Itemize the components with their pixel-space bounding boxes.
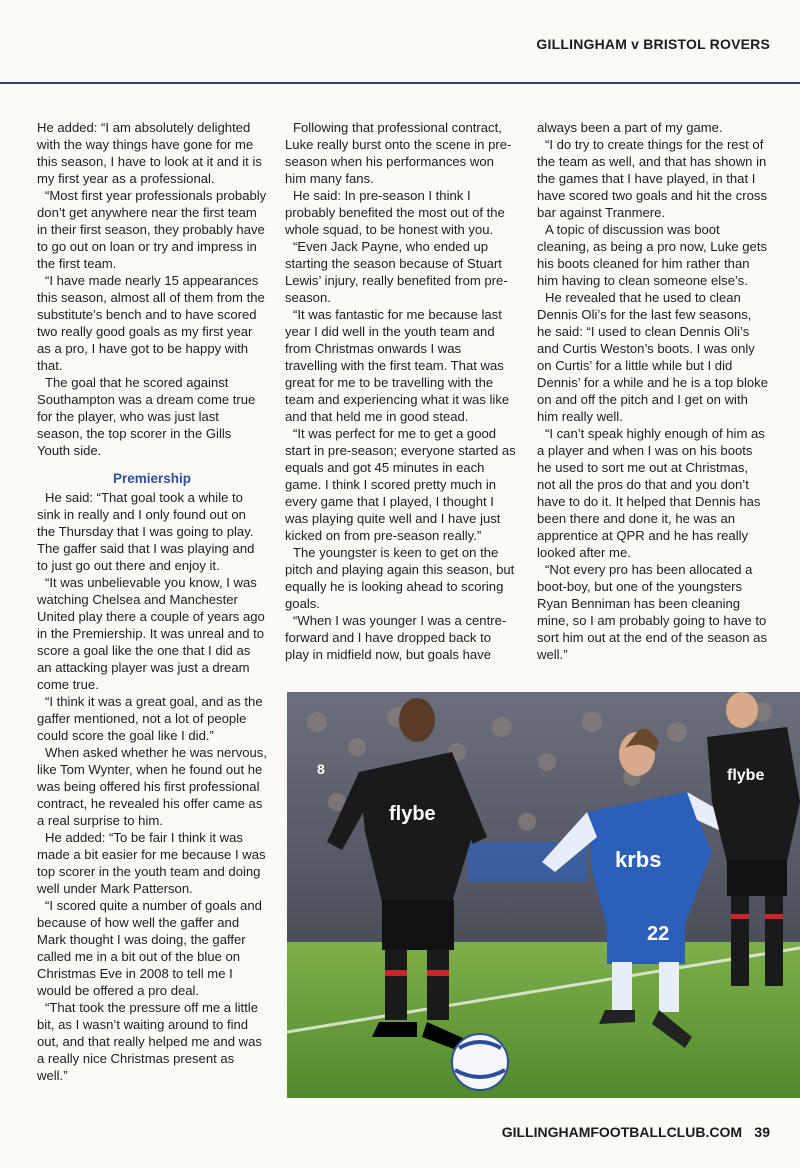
page-header-title: GILLINGHAM v BRISTOL ROVERS: [536, 36, 770, 52]
paragraph: “I can’t speak highly enough of him as a player and when I was on his boots he used to sort me out at Christmas, not all the pros do that and you don’t have to do it. It helped that Dennis has been there and done it, he was an apprentice at QPR and he has really looked after me.: [537, 426, 765, 560]
header-rule: [0, 82, 800, 84]
paragraph: “Most first year professionals probably don’t get anywhere near the first team in their first season, they probably have to go out on loan or try and impress in the first team.: [37, 188, 267, 271]
home-sponsor-text: krbs: [615, 847, 662, 872]
section-subheading: Premiership: [112, 471, 192, 486]
paragraph: “I have made nearly 15 appearances this season, almost all of them from the substitute’s bench and to have scored two really good goals as my first year as a pro, I have got to be happy with that.: [37, 273, 265, 373]
paragraph: He said: “That goal took a while to sink in really and I only found out on the Thursday that I was going to play. The gaffer said that I was playing and to just go out there and enjoy it.: [37, 490, 255, 573]
paragraph: “Even Jack Payne, who ended up starting the season because of Stuart Lewis’ injury, really benefited from pre-season.: [285, 239, 508, 305]
match-photo-illustration: [287, 692, 800, 1098]
article-column-1: [37, 119, 267, 1084]
away-sponsor-text: flybe: [389, 803, 436, 825]
paragraph: He added: “I am absolutely delighted with the way things have gone for me this season, I have to look at it and it is my first year as a professional.: [37, 120, 262, 186]
paragraph: He revealed that he used to clean Dennis Oli’s for the last few seasons, he said: “I used to clean Dennis Oli’s and Curtis Weston’s boots. I was only on Curtis’ for a little while but I did Dennis’ for a while and he is a top bloke on and off the pitch and I get on with him really well.: [537, 290, 768, 424]
page-header: [0, 0, 800, 84]
home-shirt-number: 22: [647, 923, 670, 945]
away-shirt-number: 8: [317, 761, 325, 777]
paragraph: “Not every pro has been allocated a boot-boy, but one of the youngsters Ryan Benniman has been cleaning mine, so I am probably going to have to sort him out at the end of the season as well.”: [537, 562, 768, 662]
paragraph: “That took the pressure off me a little bit, as I wasn’t waiting around to find out, and that really helped me and was a really nice Christmas present as well.”: [37, 1000, 262, 1083]
paragraph: He said: In pre-season I think I probably benefited the most out of the whole squad, to be honest with you.: [285, 188, 505, 237]
paragraph: “It was fantastic for me because last year I did well in the youth team and from Christmas onwards I was travelling with the first team. That was great for me to be travelling with the team and experiencing what it was like and that held me in good stead.: [285, 307, 510, 424]
paragraph: A topic of discussion was boot cleaning, as being a pro now, Luke gets his boots cleaned for him rather than him having to clean someone else’s.: [537, 222, 768, 288]
page-number: 39: [754, 1124, 770, 1140]
paragraph: “When I was younger I was a centre-forward and I have dropped back to play in midfield now, but goals have: [285, 613, 507, 662]
match-photo: [287, 692, 800, 1098]
paragraph: The youngster is keen to get on the pitch and playing again this season, but equally he is looking ahead to scoring goals.: [285, 545, 515, 611]
footer-website: GILLINGHAMFOOTBALLCLUB.COM: [501, 1124, 742, 1140]
away-sponsor-text-2: flybe: [727, 767, 765, 784]
article-column-2: [285, 119, 517, 663]
football: [452, 1034, 508, 1090]
paragraph: “It was unbelievable you know, I was watching Chelsea and Manchester United play there a couple of years ago in the Premiership. It was unreal and to score a goal like the one that I did as an attacking player was just a dream come true.: [37, 575, 265, 692]
paragraph: “I think it was a great goal, and as the gaffer mentioned, not a lot of people could score the goal like I did.”: [37, 694, 263, 743]
paragraph: “It was perfect for me to get a good start in pre-season; everyone started as equals and got 45 minutes in each game. I think I scored pretty much in every game that I played, I thought I was playing quite well and I have just kicked on from pre-season really.”: [285, 426, 516, 543]
paragraph: “I scored quite a number of goals and because of how well the gaffer and Mark thought I was doing, the gaffer called me in a bit out of the blue on Christmas Eve in 2008 to tell me I would be offered a pro deal.: [37, 898, 262, 998]
paragraph: “I do try to create things for the rest of the team as well, and that has shown in the games that I have played, in that I have scored two goals and hit the cross bar against Tranmere.: [537, 137, 767, 220]
article-column-3: [537, 119, 769, 663]
paragraph: The goal that he scored against Southampton was a dream come true for the player, who was just last season, the top scorer in the Gills Youth side.: [37, 375, 256, 458]
paragraph: He added: “To be fair I think it was made a bit easier for me because I was top scorer in the youth team and doing well under Mark Patterson.: [37, 830, 266, 896]
paragraph: always been a part of my game.: [537, 120, 723, 135]
paragraph: When asked whether he was nervous, like Tom Wynter, when he found out he was being offered his first professional contract, he revealed his offer came as a real surprise to him.: [37, 745, 267, 828]
paragraph: Following that professional contract, Luke really burst onto the scene in pre-season when his performances won him many fans.: [285, 120, 512, 186]
